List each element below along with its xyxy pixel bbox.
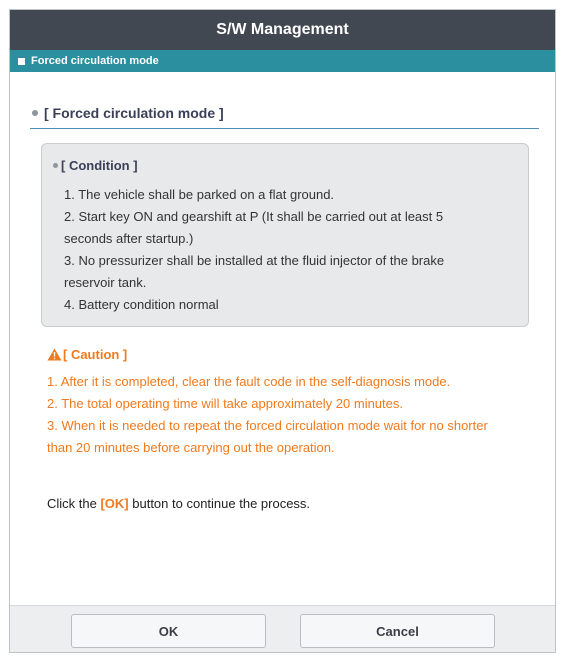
section-title: [ Forced circulation mode ] [44, 105, 224, 121]
dialog-title: S/W Management [10, 10, 555, 50]
condition-heading [53, 158, 138, 173]
instruction-prefix: Click the [47, 496, 101, 511]
condition-list [64, 184, 504, 316]
condition-line: 3. No pressurizer shall be installed at the fluid injector of the brake [64, 253, 445, 268]
bullet-icon [53, 163, 58, 168]
condition-line: 1. The vehicle shall be parked on a flat ground. [64, 187, 335, 202]
instruction-text [47, 496, 310, 511]
mode-bar [10, 50, 555, 72]
condition-line: 4. Battery condition normal [64, 297, 219, 312]
condition-line: reservoir tank. [64, 275, 147, 290]
condition-box [41, 143, 529, 327]
square-icon [18, 58, 25, 65]
caution-list [47, 371, 547, 459]
instruction-ok-ref: [OK] [100, 496, 129, 511]
mode-bar-label: Forced circulation mode [31, 55, 159, 67]
caution-title: [ Caution ] [63, 347, 128, 362]
warning-icon [47, 348, 62, 361]
condition-line: seconds after startup.) [64, 231, 194, 246]
dialog-footer [10, 605, 555, 653]
section-heading [32, 105, 224, 121]
bullet-icon [32, 110, 38, 116]
condition-line: 2. Start key ON and gearshift at P (It shall be carried out at least 5 [64, 209, 444, 224]
caution-line: 1. After it is completed, clear the fault code in the self-diagnosis mode. [47, 374, 451, 389]
sw-management-dialog [9, 9, 556, 653]
condition-title: [ Condition ] [61, 158, 138, 173]
cancel-button[interactable]: Cancel [300, 614, 495, 648]
caution-line: 3. When it is needed to repeat the forced circulation mode wait for no shorter [47, 418, 488, 433]
instruction-suffix: button to continue the process. [128, 496, 311, 511]
ok-button[interactable]: OK [71, 614, 266, 648]
caution-line: 2. The total operating time will take approximately 20 minutes. [47, 396, 403, 411]
section-divider [30, 128, 539, 129]
caution-heading [47, 347, 127, 362]
caution-line: than 20 minutes before carrying out the operation. [47, 440, 335, 455]
